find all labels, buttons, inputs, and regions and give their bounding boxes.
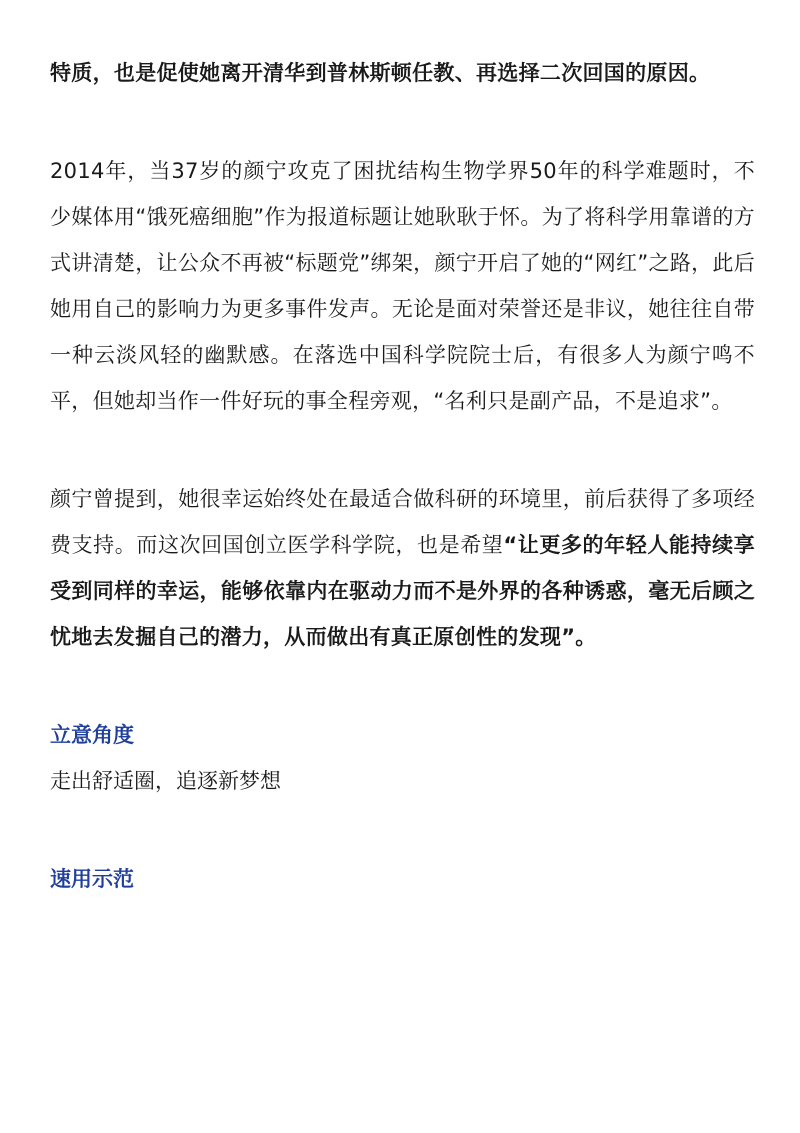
section-heading-angle: 立意角度 [50,723,134,747]
spacer [50,804,755,856]
paragraph-media-story: 2014年，当37岁的颜宁攻克了困扰结构生物学界50年的科学难题时，不少媒体用“饿死癌细胞”作为报道标题让她耿耿于怀。为了将科学用靠谱的方式讲清楚，让公众不再被“标题党”绑架，颜宁开启了她的“网红”之路，此后她用自己的影响力为更多事件发声。无论是面对荣誉还是非议，她往往自带一种云淡风轻的幽默感。在落选中国科学院院士后，有很多人为颜宁鸣不平，但她却当作一件好玩的事全程旁观，“名利只是副产品，不是追求”。 [50,159,756,413]
spacer [50,424,755,476]
paragraph-return-reason [50,476,755,660]
spacer [50,660,755,712]
paragraph-bold-quote: “让更多的年轻人能持续享受到同样的幸运，能够依靠内在驱动力而不是外界的各种诱惑，毫无后顾之忧地去发掘自己的潜力，从而做出有真正原创性的发现”。 [50,533,755,649]
paragraph-plain-text: 颜宁曾提到，她很幸运始终处在最适合做科研的环境里，前后获得了多项经费支持。而这次回国创立医学科学院，也是希望 [50,487,755,557]
spacer [50,96,755,148]
section-heading-demo: 速用示范 [50,867,134,891]
paragraph-intro: 特质，也是促使她离开清华到普林斯顿任教、再选择二次回国的原因。 [50,61,711,85]
document-page [50,50,755,902]
section-content-angle: 走出舒适圈，追逐新梦想 [50,769,281,793]
